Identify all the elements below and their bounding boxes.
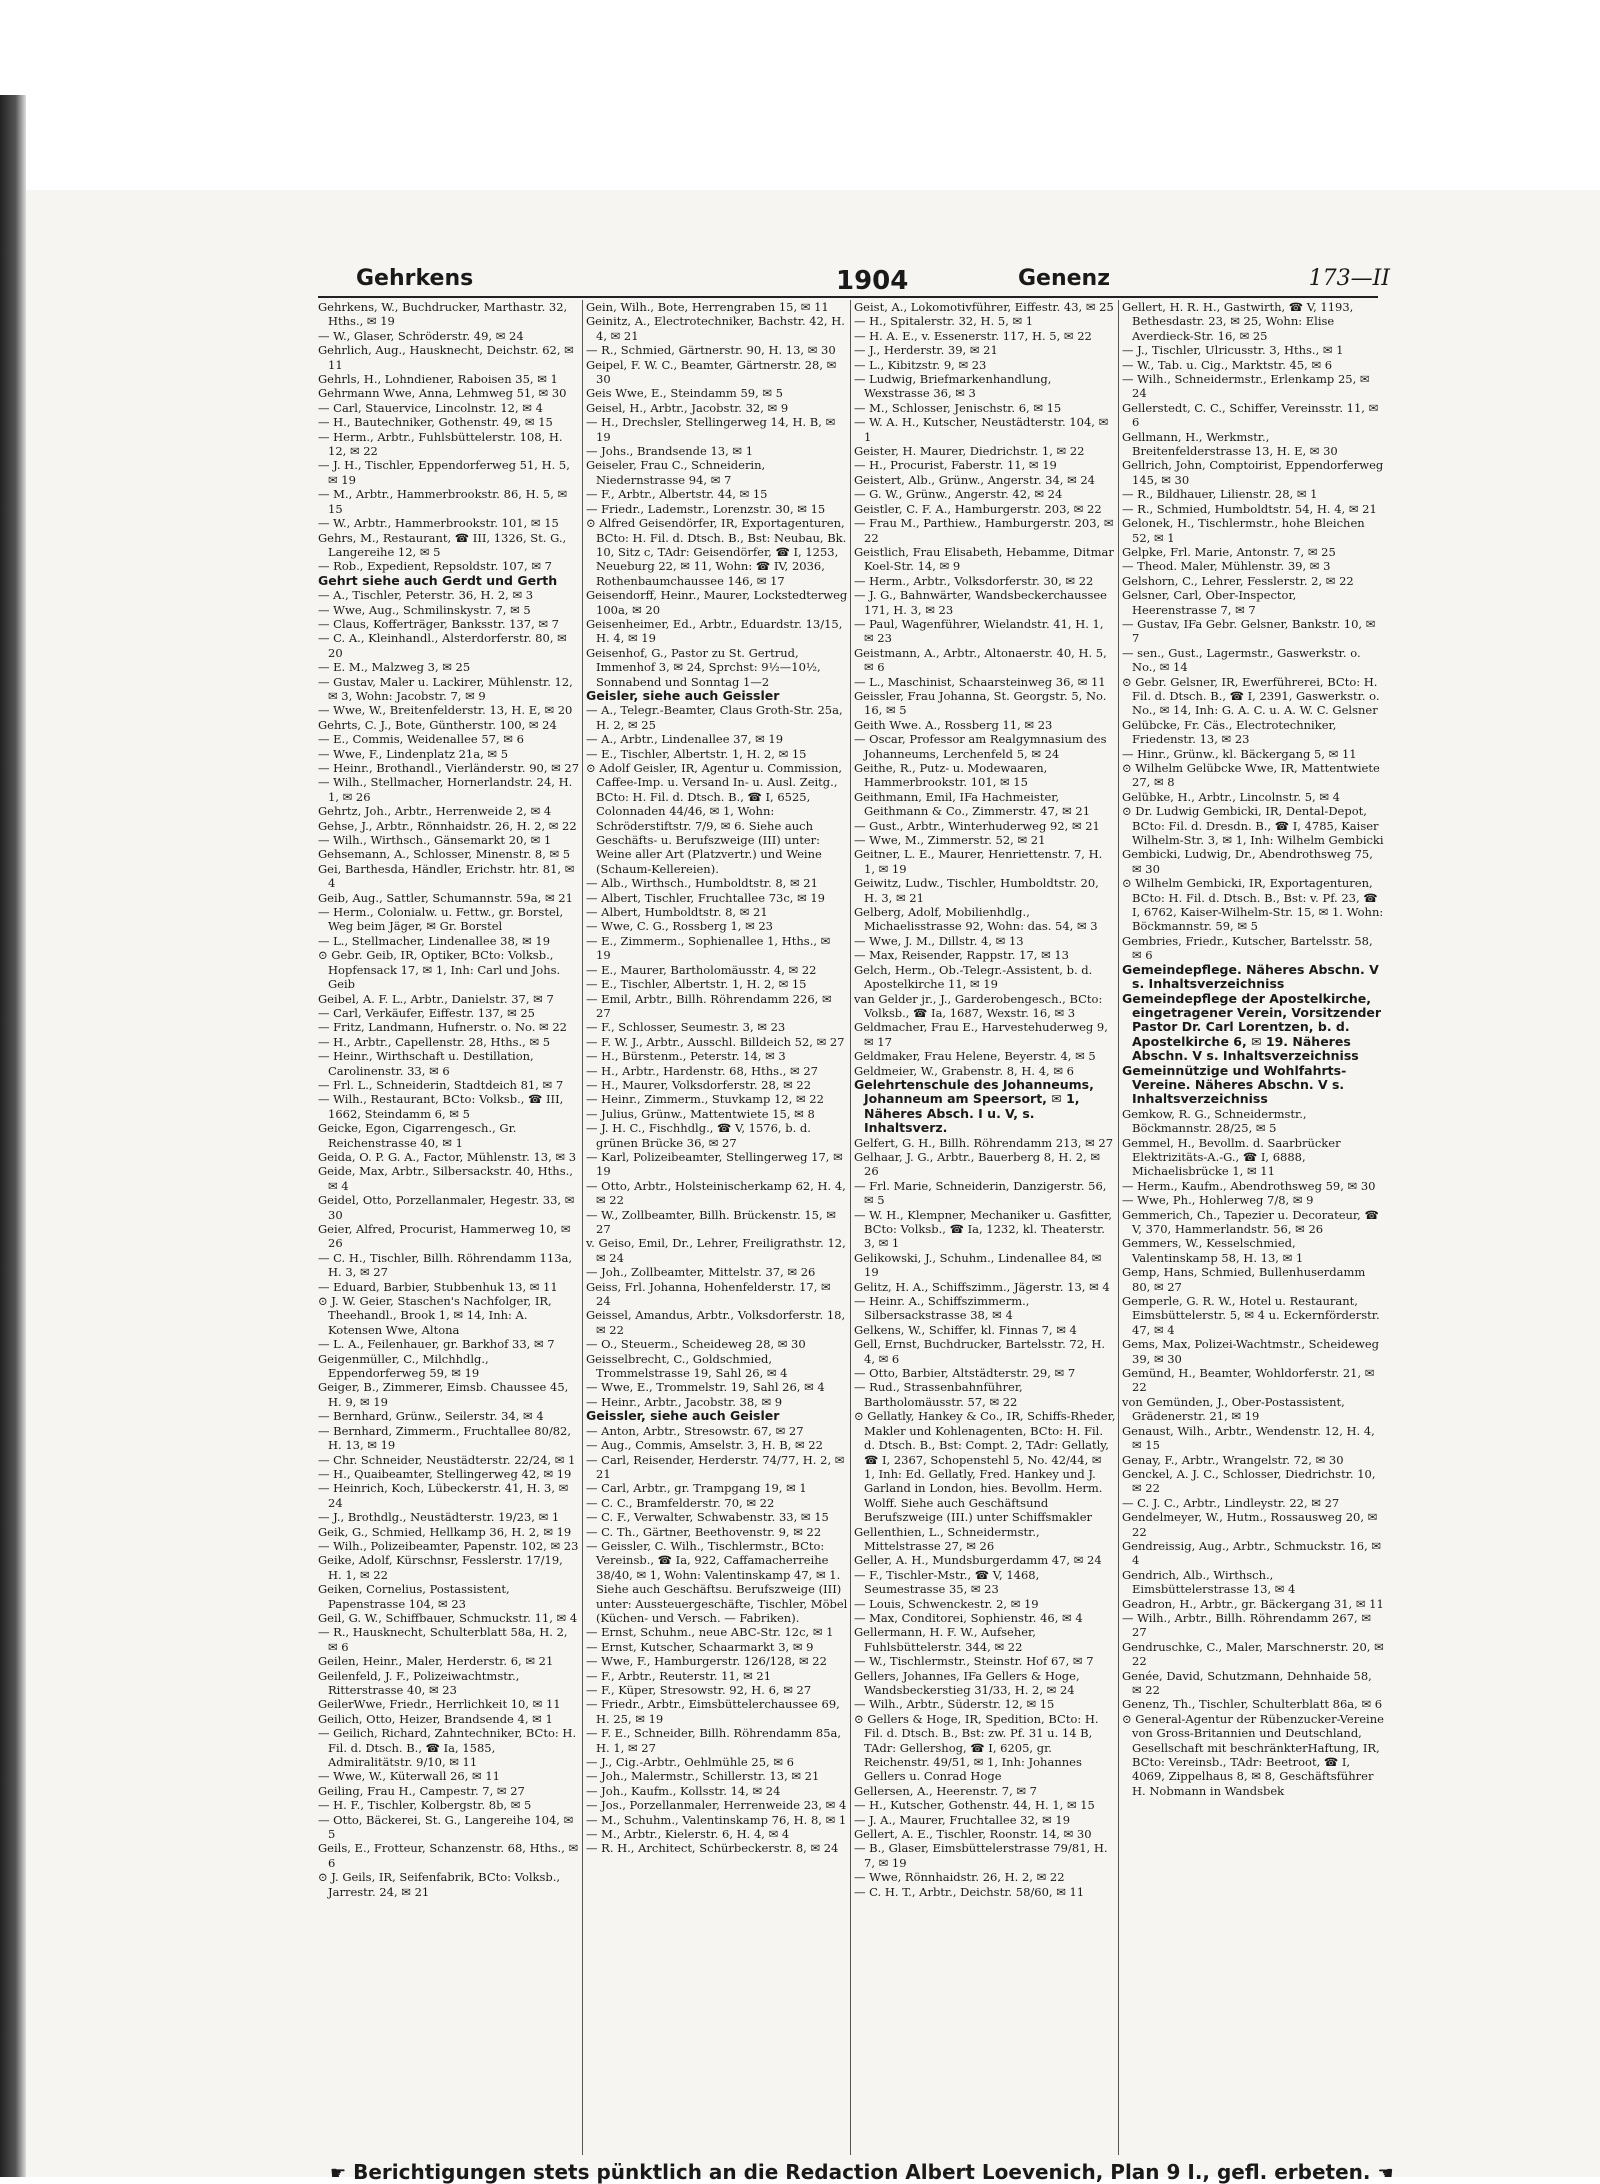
directory-entry: v. Geiso, Emil, Dr., Lehrer, Freiligrathstr. 12, ✉ 24 xyxy=(586,1236,846,1265)
directory-entry: — R., Schmied, Humboldtstr. 54, H. 4, ✉ 21 xyxy=(1122,501,1377,516)
directory-entry: — Carl, Arbtr., gr. Trampgang 19, ✉ 1 xyxy=(586,1481,807,1496)
directory-entry: — W. A. H., Kutscher, Neustädterstr. 104, ✉ 1 xyxy=(854,415,1109,444)
directory-entry: — Gust., Arbtr., Winterhuderweg 92, ✉ 21 xyxy=(854,818,1100,833)
directory-entry: — H., Bürstenm., Peterstr. 14, ✉ 3 xyxy=(586,1049,786,1064)
directory-entry: Gelitz, H. A., Schiffszimm., Jägerstr. 13, ✉ 4 xyxy=(854,1279,1110,1294)
directory-entry: — Anton, Arbtr., Stresowstr. 67, ✉ 27 xyxy=(586,1423,804,1438)
directory-entry: Gellmann, H., Werkmstr., Breitenfelderstrasse 13, H. E, ✉ 30 xyxy=(1122,429,1338,459)
directory-entry: — Heinr., Arbtr., Jacobstr. 38, ✉ 9 xyxy=(586,1394,783,1409)
directory-entry: — Heinr., Zimmerm., Stuvkamp 12, ✉ 22 xyxy=(586,1092,824,1107)
directory-entry: — Chr. Schneider, Neustädterstr. 22/24, ✉ 1 xyxy=(318,1452,576,1467)
directory-entry: Geistmann, A., Arbtr., Altonaerstr. 40, H. 5, ✉ 6 xyxy=(854,645,1107,675)
directory-entry: — J. H., Tischler, Eppendorferweg 51, H. 5, ✉ 19 xyxy=(318,458,570,487)
directory-entry: Geipel, F. W. C., Beamter, Gärtnerstr. 28, ✉ 30 xyxy=(586,357,837,387)
directory-entry: Gendreissig, Aug., Arbtr., Schmuckstr. 16, ✉ 4 xyxy=(1122,1538,1382,1568)
directory-entry: — Heinrich, Koch, Lübeckerstr. 41, H. 3, ✉ 24 xyxy=(318,1481,569,1510)
directory-entry: — Fritz, Landmann, Hufnerstr. o. No. ✉ 22 xyxy=(318,1020,567,1035)
directory-entry: Geilich, Otto, Heizer, Brandsende 4, ✉ 1 xyxy=(318,1711,553,1726)
directory-entry: — A., Telegr.-Beamter, Claus Groth-Str. 25a, H. 2, ✉ 25 xyxy=(586,703,843,732)
directory-entry: — Otto, Barbier, Altstädterstr. 29, ✉ 7 xyxy=(854,1366,1076,1381)
directory-entry: — C. Th., Gärtner, Beethovenstr. 9, ✉ 22 xyxy=(586,1524,822,1539)
directory-entry: Geissler, siehe auch Geisler xyxy=(586,1408,780,1424)
directory-entry: — W., Tischlermstr., Steinstr. Hof 67, ✉ 7 xyxy=(854,1654,1094,1669)
directory-entry: — Wilh., Stellmacher, Hornerlandstr. 24, H. 1, ✉ 26 xyxy=(318,775,573,804)
directory-entry: Genée, David, Schutzmann, Dehnhaide 58, ✉ 22 xyxy=(1122,1668,1372,1697)
directory-entry: — H., Maurer, Volksdorferstr. 28, ✉ 22 xyxy=(586,1077,812,1092)
directory-entry: — Karl, Polizeibeamter, Stellingerweg 17, ✉ 19 xyxy=(586,1149,843,1179)
directory-entry: — Wwe, J. M., Dillstr. 4, ✉ 13 xyxy=(854,933,1024,948)
directory-entry: — Wwe, Aug., Schmilinskystr. 7, ✉ 5 xyxy=(318,602,531,617)
directory-entry: — H., Arbtr., Hardenstr. 68, Hths., ✉ 27 xyxy=(586,1063,818,1078)
directory-entry: — Heinr. A., Schiffszimmerm., Silbersackstrasse 38, ✉ 4 xyxy=(854,1294,1030,1323)
directory-entry: Geldmeier, W., Grabenstr. 8, H. 4, ✉ 6 xyxy=(854,1063,1074,1078)
directory-entry: Gehsemann, A., Schlosser, Minenstr. 8, ✉ 5 xyxy=(318,847,571,862)
directory-entry: — H. F., Tischler, Kolbergstr. 8b, ✉ 5 xyxy=(318,1798,532,1813)
book-binding-edge xyxy=(0,95,26,2177)
directory-entry: — J., Tischler, Ulricusstr. 3, Hths., ✉ 1 xyxy=(1122,343,1344,358)
directory-entry: Geistler, C. F. A., Hamburgerstr. 203, ✉ 22 xyxy=(854,501,1102,516)
directory-entry: Geiwitz, Ludw., Tischler, Humboldtstr. 20, H. 3, ✉ 21 xyxy=(854,876,1099,905)
directory-entry: Gei, Barthesda, Händler, Erichstr. htr. 81, ✉ 4 xyxy=(318,861,575,891)
directory-entry: — Alb., Wirthsch., Humboldtstr. 8, ✉ 21 xyxy=(586,876,818,891)
directory-column-4 xyxy=(1122,300,1384,2155)
directory-entry: Geils, E., Frotteur, Schanzenstr. 68, Hths., ✉ 6 xyxy=(318,1841,579,1870)
directory-entry: — Jos., Porzellanmaler, Herrenweide 23, ✉ 4 xyxy=(586,1798,847,1813)
directory-entry: Gelshorn, C., Lehrer, Fesslerstr. 2, ✉ 22 xyxy=(1122,573,1354,588)
directory-entry: Gemmers, W., Kesselschmied, Valentinskamp 58, H. 13, ✉ 1 xyxy=(1122,1236,1304,1265)
directory-entry: — H. A. E., v. Essenerstr. 117, H. 5, ✉ 22 xyxy=(854,328,1092,343)
directory-entry: Genckel, A. J. C., Schlosser, Diedrichstr. 10, ✉ 22 xyxy=(1122,1466,1376,1496)
page-footer xyxy=(330,2160,1394,2184)
directory-entry: — E., Maurer, Bartholomäusstr. 4, ✉ 22 xyxy=(586,962,817,977)
directory-entry: Gelberg, Adolf, Mobilienhdlg., Michaelisstrasse 92, Wohn: das. 54, ✉ 3 xyxy=(854,905,1098,934)
directory-entry: — J., Cig.-Arbtr., Oehlmühle 25, ✉ 6 xyxy=(586,1755,794,1770)
directory-entry: Gendrich, Alb., Wirthsch., Eimsbüttelerstrasse 13, ✉ 4 xyxy=(1122,1567,1296,1597)
directory-entry: Geistlich, Frau Elisabeth, Hebamme, Ditmar Koel-Str. 14, ✉ 9 xyxy=(854,544,1114,574)
directory-entry: Gemünd, H., Beamter, Wohldorferstr. 21, ✉ 22 xyxy=(1122,1366,1375,1395)
directory-entry: — Herm., Kaufm., Abendrothsweg 59, ✉ 30 xyxy=(1122,1178,1376,1193)
directory-entry: Geilenfeld, J. F., Polizeiwachtmstr., Ritterstrasse 40, ✉ 23 xyxy=(318,1668,520,1697)
directory-entry: — F., Schlosser, Seumestr. 3, ✉ 23 xyxy=(586,1020,786,1035)
directory-entry: — J. A., Maurer, Fruchtallee 32, ✉ 19 xyxy=(854,1812,1071,1827)
directory-entry: ⊙ Gellers & Hoge, IR, Spedition, BCto: H. Fil. d. Dtsch. B., Bst: zw. Pf. 31 u. 14 B, TAdr: Gellershog, ☎ I, 6205, gr. Reichenstr. 49/51, ✉ 1, Inh: Johannes Gellers u. Conrad Hoge xyxy=(854,1711,1099,1784)
directory-entry: — Frl. Marie, Schneiderin, Danzigerstr. 56, ✉ 5 xyxy=(854,1178,1107,1208)
directory-entry: — Carl, Verkäufer, Eiffestr. 137, ✉ 25 xyxy=(318,1005,535,1020)
directory-entry: Geida, O. P. G. A., Factor, Mühlenstr. 13, ✉ 3 xyxy=(318,1149,577,1164)
directory-entry: — E. M., Malzweg 3, ✉ 25 xyxy=(318,660,471,675)
directory-entry: Geiss, Frl. Johanna, Hohenfelderstr. 17, ✉ 24 xyxy=(586,1279,831,1309)
directory-entry: — Wilh., Arbtr., Billh. Röhrendamm 267, ✉ 27 xyxy=(1122,1610,1371,1640)
page-number: 173—II xyxy=(1308,266,1390,291)
directory-entry: Gellerstedt, C. C., Schiffer, Vereinsstr. 11, ✉ 6 xyxy=(1122,400,1379,430)
directory-entry: — H., Bautechniker, Gothenstr. 49, ✉ 15 xyxy=(318,415,553,430)
directory-entry: Geisler, siehe auch Geissler xyxy=(586,687,780,703)
directory-entry: Gembicki, Ludwig, Dr., Abendrothsweg 75, ✉ 30 xyxy=(1122,847,1373,876)
directory-entry: Gemkow, R. G., Schneidermstr., Böckmannstr. 28/25, ✉ 5 xyxy=(1122,1106,1307,1136)
directory-entry: — L. A., Feilenhauer, gr. Barkhof 33, ✉ 7 xyxy=(318,1337,555,1352)
directory-entry: Gehrt siehe auch Gerdt und Gerth xyxy=(318,572,558,588)
directory-entry: Geadron, H., Arbtr., gr. Bäckergang 31, ✉ 11 xyxy=(1122,1596,1384,1611)
directory-entry: Geilen, Heinr., Maler, Herderstr. 6, ✉ 21 xyxy=(318,1654,554,1669)
directory-entry: — Frau M., Parthiew., Hamburgerstr. 203, ✉ 22 xyxy=(854,516,1114,545)
directory-entry: ⊙ Gebr. Geib, IR, Optiker, BCto: Volksb., Hopfensack 17, ✉ 1, Inh: Carl und Johs. Geib xyxy=(318,948,561,992)
directory-entry: — H., Arbtr., Capellenstr. 28, Hths., ✉ 5 xyxy=(318,1034,551,1049)
directory-entry: — Geissler, C. Wilh., Tischlermstr., BCto: Vereinsb., ☎ Ia, 922, Caffamacherreihe 38/40, ✉ 1, Wohn: Valentinskamp 47, ✉ 1. Siehe auch Geschäftsu. Berufszweige (III) unter: Aussteuergeschäfte, Tischler, Möbel (Küchen- und Versch. — Fabriken). xyxy=(586,1538,848,1625)
directory-entry: Gellermann, H. F. W., Aufseher, Fuhlsbüttelerstr. 344, ✉ 22 xyxy=(854,1625,1036,1654)
directory-entry: — Max, Conditorei, Sophienstr. 46, ✉ 4 xyxy=(854,1610,1083,1625)
directory-entry: Geistert, Alb., Grünw., Angerstr. 34, ✉ 24 xyxy=(854,472,1095,487)
directory-entry: Geil, G. W., Schiffbauer, Schmuckstr. 11, ✉ 4 xyxy=(318,1610,578,1625)
directory-entry: — F., Küper, Stresowstr. 92, H. 6, ✉ 27 xyxy=(586,1683,812,1697)
directory-entry: — F. E., Schneider, Billh. Röhrendamm 85a, H. 1, ✉ 27 xyxy=(586,1726,842,1755)
directory-entry: Gemeindepflege der Apostelkirche, eingetragener Verein, Vorsitzender Pastor Dr. Carl Lorentzen, b. d. Apostelkirche 6, ✉ 19. Näheres Abschn. V s. Inhaltsverzeichniss xyxy=(1122,990,1382,1064)
directory-entry: Gemperle, G. R. W., Hotel u. Restaurant, Eimsbüttelerstr. 5, ✉ 4 u. Eckernförderstr. 47, ✉ 4 xyxy=(1122,1294,1380,1337)
directory-entry: — Wilh., Arbtr., Süderstr. 12, ✉ 15 xyxy=(854,1697,1055,1712)
directory-entry: Gendelmeyer, W., Hutm., Rossausweg 20, ✉ 22 xyxy=(1122,1510,1378,1539)
directory-entry: — Paul, Wagenführer, Wielandstr. 41, H. 1, ✉ 23 xyxy=(854,616,1104,646)
directory-entry: ⊙ Gebr. Gelsner, IR, Ewerführerei, BCto: H. Fil. d. Dtsch. B., ☎ I, 2391, Gaswerkstr. o. No., ✉ 14, Inh: G. A. C. u. A. W. C. Gelsner xyxy=(1122,674,1380,718)
directory-entry: — Albert, Humboldtstr. 8, ✉ 21 xyxy=(586,905,768,920)
directory-entry: — Rud., Strassenbahnführer, Bartholomäusstr. 57, ✉ 22 xyxy=(854,1380,1023,1409)
directory-entry: Geiger, B., Zimmerer, Eimsb. Chaussee 45, H. 9, ✉ 19 xyxy=(318,1380,569,1409)
directory-entry: Geisenheimer, Ed., Arbtr., Eduardstr. 13/15, H. 4, ✉ 19 xyxy=(586,616,843,646)
directory-entry: Gehrtz, Joh., Arbtr., Herrenweide 2, ✉ 4 xyxy=(318,804,552,819)
directory-entry: Gellrich, John, Comptoirist, Eppendorferweg 145, ✉ 30 xyxy=(1122,458,1384,487)
directory-entry: — Otto, Bäckerei, St. G., Langereihe 104, ✉ 5 xyxy=(318,1812,574,1842)
directory-entry: — F., Arbtr., Reuterstr. 11, ✉ 21 xyxy=(586,1668,772,1683)
directory-entry: — M., Schlosser, Jenischstr. 6, ✉ 15 xyxy=(854,400,1062,415)
directory-entry: Gehrls, H., Lohndiener, Raboisen 35, ✉ 1 xyxy=(318,372,558,387)
directory-entry: — J. H. C., Fischhdlg., ☎ V, 1576, b. d. grünen Brücke 36, ✉ 27 xyxy=(586,1121,811,1150)
directory-entry: — Heinr., Wirthschaft u. Destillation, Carolinenstr. 33, ✉ 6 xyxy=(318,1049,534,1078)
directory-entry: — Wilh., Wirthsch., Gänsemarkt 20, ✉ 1 xyxy=(318,833,552,848)
directory-column-1 xyxy=(318,300,580,2155)
directory-entry: — J., Brothdlg., Neustädterstr. 19/23, ✉ 1 xyxy=(318,1510,560,1525)
directory-entry: Gelübcke, Fr. Cäs., Electrotechniker, Friedenstr. 13, ✉ 23 xyxy=(1122,717,1337,747)
directory-entry: — Ernst, Schuhm., neue ABC-Str. 12c, ✉ 1 xyxy=(586,1625,834,1640)
directory-entry: — Claus, Kofferträger, Banksstr. 137, ✉ 7 xyxy=(318,616,559,631)
directory-entry: — Oscar, Professor am Realgymnasium des Johanneums, Lerchenfeld 5, ✉ 24 xyxy=(854,732,1107,761)
pointing-hand-right-icon: ☚ xyxy=(1377,2163,1394,2184)
directory-entry: — E., Zimmerm., Sophienallee 1, Hths., ✉ 19 xyxy=(586,933,831,963)
directory-entry: Gehrlich, Aug., Hausknecht, Deichstr. 62, ✉ 11 xyxy=(318,343,574,372)
header-first-entry: Gehrkens xyxy=(356,266,474,291)
directory-entry: Gelonek, H., Tischlermstr., hohe Bleichen 52, ✉ 1 xyxy=(1122,516,1365,545)
directory-entry: Genenz, Th., Tischler, Schulterblatt 86a, ✉ 6 xyxy=(1122,1697,1383,1712)
page-header xyxy=(318,266,1390,296)
directory-entry: — Herm., Colonialw. u. Fettw., gr. Borstel, Weg beim Jäger, ✉ Gr. Borstel xyxy=(318,905,564,934)
directory-entry: Gehrmann Wwe, Anna, Lehmweg 51, ✉ 30 xyxy=(318,386,567,401)
directory-entry: Geitner, L. E., Maurer, Henriettenstr. 7, H. 1, ✉ 19 xyxy=(854,847,1103,876)
directory-entry: — Carl, Stauervice, Lincolnstr. 12, ✉ 4 xyxy=(318,400,543,415)
directory-entry: — W., Glaser, Schröderstr. 49, ✉ 24 xyxy=(318,328,524,343)
directory-entry: — Ernst, Kutscher, Schaarmarkt 3, ✉ 9 xyxy=(586,1639,814,1654)
directory-entry: — sen., Gust., Lagermstr., Gaswerkstr. o. No., ✉ 14 xyxy=(1122,645,1361,675)
directory-entry: — Louis, Schwenckestr. 2, ✉ 19 xyxy=(854,1596,1039,1611)
directory-entry: Geldmacher, Frau E., Harvestehuderweg 9, ✉ 17 xyxy=(854,1020,1108,1049)
directory-entry: Gembries, Friedr., Kutscher, Bartelsstr. 58, ✉ 6 xyxy=(1122,933,1373,963)
directory-entry: Geidel, Otto, Porzellanmaler, Hegestr. 33, ✉ 30 xyxy=(318,1193,575,1222)
directory-entry: Gelikowski, J., Schuhm., Lindenallee 84, ✉ 19 xyxy=(854,1250,1102,1280)
directory-entry: van Gelder jr., J., Garderobengesch., BCto: Volksb., ☎ Ia, 1687, Wexstr. 16, ✉ 3 xyxy=(854,991,1103,1020)
directory-entry: ⊙ Wilhelm Gembicki, IR, Exportagenturen, BCto: H. Fil. d. Dtsch. B., Bst: v. Pf. 23, ☎ I, 6762, Kaiser-Wilhelm-Str. 15, ✉ 1. Wohn: Böckmannstr. 59, ✉ 5 xyxy=(1122,876,1384,934)
directory-entry: — Julius, Grünw., Mattentwiete 15, ✉ 8 xyxy=(586,1106,815,1121)
directory-entry: — F., Tischler-Mstr., ☎ V, 1468, Seumestrasse 35, ✉ 23 xyxy=(854,1567,1040,1597)
directory-entry: Geigenmüller, C., Milchhdlg., Eppendorferweg 59, ✉ 19 xyxy=(318,1351,489,1381)
directory-entry: — Heinr., Brothandl., Vierländerstr. 90, ✉ 27 xyxy=(318,761,580,775)
directory-entry: — Wwe, W., Küterwall 26, ✉ 11 xyxy=(318,1769,500,1784)
directory-entry: — B., Glaser, Eimsbüttelerstrasse 79/81, H. 7, ✉ 19 xyxy=(854,1841,1108,1870)
directory-entry: Gelübke, H., Arbtr., Lincolnstr. 5, ✉ 4 xyxy=(1122,789,1340,804)
directory-entry: — Aug., Commis, Amselstr. 3, H. B, ✉ 22 xyxy=(586,1438,823,1453)
directory-entry: Geisenhof, G., Pastor zu St. Gertrud, Immenhof 3, ✉ 24, Sprchst: 9½—10½, Sonnabend und Sonntag 1—2 xyxy=(586,645,821,689)
directory-entry: ⊙ Dr. Ludwig Gembicki, IR, Dental-Depot, BCto: Fil. d. Dresdn. B., ☎ I, 4785, Kaiser Wilhelm-Str. 3, ✉ 1, Inh: Wilhelm Gembicki xyxy=(1122,804,1384,848)
directory-entry: — E., Tischler, Albertstr. 1, H. 2, ✉ 15 xyxy=(586,746,807,761)
directory-entry: Gemeinnützige und Wohlfahrts-Vereine. Näheres Abschn. V s. Inhaltsverzeichniss xyxy=(1122,1062,1347,1107)
directory-entry: Geiling, Frau H., Campestr. 7, ✉ 27 xyxy=(318,1783,525,1798)
directory-entry: — Carl, Reisender, Herderstr. 74/77, H. 2, ✉ 21 xyxy=(586,1452,845,1481)
directory-entry: — C. F., Verwalter, Schwabenstr. 33, ✉ 15 xyxy=(586,1510,829,1525)
directory-entry: — M., Arbtr., Kielerstr. 6, H. 4, ✉ 4 xyxy=(586,1827,790,1842)
header-year: 1904 xyxy=(836,266,909,296)
directory-entry: Gelch, Herm., Ob.-Telegr.-Assistent, b. d. Apostelkirche 11, ✉ 19 xyxy=(854,962,1093,992)
directory-entry: Gellersen, A., Heerenstr. 7, ✉ 7 xyxy=(854,1783,1038,1798)
directory-entry: — Theod. Maler, Mühlenstr. 39, ✉ 3 xyxy=(1122,559,1331,574)
directory-entry: — Rob., Expedient, Repsoldstr. 107, ✉ 7 xyxy=(318,559,552,574)
directory-entry: Geissler, Frau Johanna, St. Georgstr. 5, No. 16, ✉ 5 xyxy=(854,688,1107,718)
directory-entry: — C. H., Tischler, Billh. Röhrendamm 113a, H. 3, ✉ 27 xyxy=(318,1250,573,1280)
directory-entry: Geldmaker, Frau Helene, Beyerstr. 4, ✉ 5 xyxy=(854,1049,1096,1064)
directory-entry: — Wilh., Polizeibeamter, Papenstr. 102, ✉ 23 xyxy=(318,1538,579,1553)
directory-entry: — Wilh., Schneidermstr., Erlenkamp 25, ✉ 24 xyxy=(1122,372,1370,401)
directory-entry: — Eduard, Barbier, Stubbenhuk 13, ✉ 11 xyxy=(318,1279,558,1294)
directory-entry: — Wwe, W., Breitenfelderstr. 13, H. E, ✉ 20 xyxy=(318,703,573,718)
directory-column-3 xyxy=(854,300,1116,2155)
directory-entry: Geller, A. H., Mundsburgerdamm 47, ✉ 24 xyxy=(854,1553,1102,1568)
directory-entry: — R. H., Architect, Schürbeckerstr. 8, ✉ 24 xyxy=(586,1841,839,1856)
directory-entry: Geithe, R., Putz- u. Modewaaren, Hammerbrookstr. 101, ✉ 15 xyxy=(854,761,1048,790)
directory-entry: — Wwe, Rönnhaidstr. 26, H. 2, ✉ 22 xyxy=(854,1870,1065,1885)
directory-entry: Geib, Aug., Sattler, Schumannstr. 59a, ✉ 21 xyxy=(318,890,573,905)
directory-entry: Geith Wwe. A., Rossberg 11, ✉ 23 xyxy=(854,717,1053,732)
directory-entry: — W., Zollbeamter, Billh. Brückenstr. 15, ✉ 27 xyxy=(586,1207,836,1236)
directory-entry: — C. H. T., Arbtr., Deichstr. 58/60, ✉ 11 xyxy=(854,1884,1085,1899)
directory-entry: — Wwe, Ph., Hohlerweg 7/8, ✉ 9 xyxy=(1122,1193,1314,1208)
directory-entry: — Wwe, F., Lindenplatz 21a, ✉ 5 xyxy=(318,746,509,761)
directory-entry: ⊙ J. Geils, IR, Seifenfabrik, BCto: Volksb., Jarrestr. 24, ✉ 21 xyxy=(318,1870,561,1899)
directory-entry: Gehrs, M., Restaurant, ☎ III, 1326, St. G., Langereihe 12, ✉ 5 xyxy=(318,530,567,559)
directory-entry: Gemp, Hans, Schmied, Bullenhuserdamm 80, ✉ 27 xyxy=(1122,1265,1366,1294)
directory-entry: — H., Drechsler, Stellingerweg 14, H. B, ✉ 19 xyxy=(586,415,836,444)
directory-entry: Gelkens, W., Schiffer, kl. Finnas 7, ✉ 4 xyxy=(854,1322,1077,1337)
directory-entry: Geike, Adolf, Kürschnsr, Fesslerstr. 17/19, H. 1, ✉ 22 xyxy=(318,1553,563,1582)
directory-entry: — L., Kibitzstr. 9, ✉ 23 xyxy=(854,357,987,372)
directory-entry: — R., Hausknecht, Schulterblatt 58a, H. 2, ✉ 6 xyxy=(318,1625,568,1654)
directory-entry: — Friedr., Lademstr., Lorenzstr. 30, ✉ 15 xyxy=(586,501,826,516)
directory-entry: Gehrkens, W., Buchdrucker, Marthastr. 32, Hths., ✉ 19 xyxy=(318,300,568,329)
directory-entry: — Albert, Tischler, Fruchtallee 73c, ✉ 19 xyxy=(586,890,826,905)
directory-entry: Geist, A., Lokomotivführer, Eiffestr. 43, ✉ 25 xyxy=(854,300,1114,314)
directory-entry: — O., Steuerm., Scheideweg 28, ✉ 30 xyxy=(586,1337,806,1352)
directory-entry: — E., Commis, Weidenallee 57, ✉ 6 xyxy=(318,732,524,747)
directory-columns xyxy=(318,300,1384,2155)
directory-entry: — Friedr., Arbtr., Eimsbüttelerchaussee 69, H. 25, ✉ 19 xyxy=(586,1697,840,1726)
directory-entry: — J. G., Bahnwärter, Wandsbeckerchaussee 171, H. 3, ✉ 23 xyxy=(854,588,1107,617)
directory-entry: ⊙ J. W. Geier, Staschen's Nachfolger, IR, Theehandl., Brook 1, ✉ 14, Inh: A. Kotensen Wwe, Altona xyxy=(318,1294,552,1337)
directory-entry: Gemeindepflege. Näheres Abschn. V s. Inhaltsverzeichniss xyxy=(1122,961,1379,992)
directory-entry: ⊙ Adolf Geisler, IR, Agentur u. Commission, Caffee-Imp. u. Versand In- u. Ausl. Zeitg., BCto: H. Fil. d. Dtsch. B., ☎ I, 6525, Colonnaden 44/46, ✉ 1, Wohn: Schröderstiftstr. 7/9, ✉ 6. Siehe auch Geschäfts- u. Berufszweige (III) unter: Weine aller Art (Platzvertr.) und Weine (Schaum-Kellereien). xyxy=(586,761,843,876)
directory-entry: — H., Quaibeamter, Stellingerweg 42, ✉ 19 xyxy=(318,1466,572,1481)
directory-entry: — Wilh., Restaurant, BCto: Volksb., ☎ III, 1662, Steindamm 6, ✉ 5 xyxy=(318,1092,564,1121)
directory-entry: — Wwe, E., Trommelstr. 19, Sahl 26, ✉ 4 xyxy=(586,1380,825,1395)
footer-notice: Berichtigungen stets pünktlich an die Redaction Albert Loevenich, Plan 9 I., gefl. erbeten. xyxy=(353,2160,1371,2184)
directory-entry: GeilerWwe, Friedr., Herrlichkeit 10, ✉ 11 xyxy=(318,1697,561,1712)
directory-entry: — R., Bildhauer, Lilienstr. 28, ✉ 1 xyxy=(1122,487,1318,502)
directory-entry: Geithmann, Emil, IFa Hachmeister, Geithmann & Co., Zimmerstr. 47, ✉ 21 xyxy=(854,789,1091,819)
directory-entry: Genaust, Wilh., Arbtr., Wendenstr. 12, H. 4, ✉ 15 xyxy=(1122,1423,1375,1453)
directory-entry: Gelhaar, J. G., Arbtr., Bauerberg 8, H. 2, ✉ 26 xyxy=(854,1149,1101,1179)
directory-entry: Gellert, H. R. H., Gastwirth, ☎ V, 1193, Bethesdastr. 23, ✉ 25, Wohn: Elise Averdieck-Str. 16, ✉ 25 xyxy=(1122,300,1354,343)
directory-entry: — W. H., Klempner, Mechaniker u. Gasfitter, BCto: Volksb., ☎ Ia, 1232, kl. Theaterstr. 3, ✉ 1 xyxy=(854,1207,1112,1251)
directory-entry: Geide, Max, Arbtr., Silbersackstr. 40, Hths., ✉ 4 xyxy=(318,1164,573,1193)
directory-entry: — Hinr., Grünw., kl. Bäckergang 5, ✉ 11 xyxy=(1122,746,1357,761)
pointing-hand-left-icon: ☛ xyxy=(330,2163,347,2184)
directory-entry: — F. W. J., Arbtr., Ausschl. Billdeich 52, ✉ 27 xyxy=(586,1034,845,1049)
directory-entry: ⊙ General-Agentur der Rübenzucker-Vereine von Gross-Britannien und Deutschland, Gesellschaft mit beschränkterHaftung, IR, BCto: Vereinsb., TAdr: Beetroot, ☎ I, 4069, Zippelhaus 8, ✉ 8, Geschäftsführer H. Nobmann in Wandsbek xyxy=(1122,1711,1384,1798)
directory-entry: Gelehrtenschule des Johanneums, Johanneum am Speersort, ✉ 1, Näheres Absch. I u. V, s. Inhaltsverz. xyxy=(854,1076,1094,1136)
header-last-entry: Genenz xyxy=(1018,266,1111,291)
directory-entry: — Geilich, Richard, Zahntechniker, BCto: H. Fil. d. Dtsch. B., ☎ Ia, 1585, Admiralitätstr. 9/10, ✉ 11 xyxy=(318,1726,577,1770)
directory-entry: — Wwe, F., Hamburgerstr. 126/128, ✉ 22 xyxy=(586,1654,827,1669)
directory-entry: Gelsner, Carl, Ober-Inspector, Heerenstrasse 7, ✉ 7 xyxy=(1122,588,1297,617)
directory-entry: — Ludwig, Briefmarkenhandlung, Wexstrasse 36, ✉ 3 xyxy=(854,372,1052,401)
directory-entry: — C. A., Kleinhandl., Alsterdorferstr. 80, ✉ 20 xyxy=(318,631,567,660)
directory-entry: — Frl. L., Schneiderin, Stadtdeich 81, ✉ 7 xyxy=(318,1077,564,1092)
directory-entry: — H., Kutscher, Gothenstr. 44, H. 1, ✉ 15 xyxy=(854,1798,1095,1813)
directory-entry: — Joh., Zollbeamter, Mittelstr. 37, ✉ 26 xyxy=(586,1265,816,1280)
directory-entry: Gemmel, H., Bevollm. d. Saarbrücker Elektrizitäts-A.-G., ☎ I, 6888, Michaelisbrücke 1, ✉ 11 xyxy=(1122,1135,1341,1179)
directory-entry: — F., Arbtr., Albertstr. 44, ✉ 15 xyxy=(586,487,768,502)
directory-entry: Geisendorff, Heinr., Maurer, Lockstedterweg 100a, ✉ 20 xyxy=(586,588,848,617)
header-rule xyxy=(318,296,1378,298)
directory-entry: Genay, F., Arbtr., Wrangelstr. 72, ✉ 30 xyxy=(1122,1452,1344,1467)
directory-entry: ⊙ Gellatly, Hankey & Co., IR, Schiffs-Rheder, Makler und Kohlenagenten, BCto: H. Fil. d. Dtsch. B., Bst: Compt. 2, TAdr: Gellatly, ☎ I, 2367, Schopenstehl 5, No. 42/44, ✉ 1, Inh: Ed. Gellatly, Fred. Hankey und J. Garland in London, hies. Bevollm. Herm. Wolff. Siehe auch Geschäftsund Berufszweige (III.) unter Schiffsmakler xyxy=(854,1409,1116,1525)
directory-entry: Gellers, Johannes, IFa Gellers & Hoge, Wandsbeckerstieg 31/33, H. 2, ✉ 24 xyxy=(854,1668,1080,1697)
directory-entry: — A., Tischler, Peterstr. 36, H. 2, ✉ 3 xyxy=(318,588,534,603)
directory-entry: Gems, Max, Polizei-Wachtmstr., Scheideweg 39, ✉ 30 xyxy=(1122,1337,1380,1366)
directory-entry: Gemmerich, Ch., Tapezier u. Decorateur, ☎ V, 370, Hammerlandstr. 56, ✉ 26 xyxy=(1122,1207,1379,1236)
directory-entry: Geisel, H., Arbtr., Jacobstr. 32, ✉ 9 xyxy=(586,400,789,415)
directory-entry: — Herm., Arbtr., Fuhlsbüttelerstr. 108, H. 12, ✉ 22 xyxy=(318,429,563,459)
directory-entry: — Joh., Kaufm., Kollsstr. 14, ✉ 24 xyxy=(586,1783,781,1798)
directory-entry: Geier, Alfred, Procurist, Hammerweg 10, ✉ 26 xyxy=(318,1222,571,1251)
directory-entry: — Gustav, IFa Gebr. Gelsner, Bankstr. 10, ✉ 7 xyxy=(1122,616,1376,646)
directory-entry: Geister, H. Maurer, Diedrichstr. 1, ✉ 22 xyxy=(854,444,1085,459)
directory-entry: Gelfert, G. H., Billh. Röhrendamm 213, ✉ 27 xyxy=(854,1135,1114,1150)
directory-entry: — Wwe, M., Zimmerstr. 52, ✉ 21 xyxy=(854,833,1046,848)
directory-entry: — M., Arbtr., Hammerbrookstr. 86, H. 5, ✉ 15 xyxy=(318,487,568,516)
directory-entry: Gehse, J., Arbtr., Rönnhaidstr. 26, H. 2, ✉ 22 xyxy=(318,818,577,833)
directory-entry: Gein, Wilh., Bote, Herrengraben 15, ✉ 11 xyxy=(586,300,829,314)
directory-entry: — L., Maschinist, Schaarsteinweg 36, ✉ 11 xyxy=(854,674,1106,689)
directory-entry: — Max, Reisender, Rappstr. 17, ✉ 13 xyxy=(854,948,1069,963)
directory-entry: Gell, Ernst, Buchdrucker, Bartelsstr. 72, H. 4, ✉ 6 xyxy=(854,1337,1106,1366)
directory-entry: — A., Arbtr., Lindenallee 37, ✉ 19 xyxy=(586,732,784,747)
directory-entry: — H., Spitalerstr. 32, H. 5, ✉ 1 xyxy=(854,314,1034,329)
directory-entry: Gellert, A. E., Tischler, Roonstr. 14, ✉ 30 xyxy=(854,1827,1092,1842)
directory-entry: — J., Herderstr. 39, ✉ 21 xyxy=(854,343,998,358)
directory-entry: — Gustav, Maler u. Lackirer, Mühlenstr. 12, ✉ 3, Wohn: Jacobstr. 7, ✉ 9 xyxy=(318,674,573,703)
directory-entry: — C. C., Bramfelderstr. 70, ✉ 22 xyxy=(586,1495,775,1510)
directory-entry: — W., Tab. u. Cig., Marktstr. 45, ✉ 6 xyxy=(1122,357,1333,372)
directory-entry: — Bernhard, Grünw., Seilerstr. 34, ✉ 4 xyxy=(318,1409,544,1424)
directory-entry: Geinitz, A., Electrotechniker, Bachstr. 42, H. 4, ✉ 21 xyxy=(586,314,845,343)
directory-entry: Gelpke, Frl. Marie, Antonstr. 7, ✉ 25 xyxy=(1122,544,1336,559)
directory-entry: — H., Procurist, Faberstr. 11, ✉ 19 xyxy=(854,458,1057,473)
directory-entry: — Johs., Brandsende 13, ✉ 1 xyxy=(586,444,754,459)
directory-entry: Gellenthien, L., Schneidermstr., Mittelstrasse 27, ✉ 26 xyxy=(854,1524,1040,1553)
directory-entry: von Gemünden, J., Ober-Postassistent, Grädenerstr. 21, ✉ 19 xyxy=(1122,1394,1345,1424)
directory-entry: — Joh., Malermstr., Schillerstr. 13, ✉ 21 xyxy=(586,1769,820,1784)
directory-entry: Geiken, Cornelius, Postassistent, Papenstrasse 104, ✉ 23 xyxy=(318,1582,510,1611)
directory-entry: — Otto, Arbtr., Holsteinischerkamp 62, H. 4, ✉ 22 xyxy=(586,1178,846,1208)
directory-entry: Geibel, A. F. L., Arbtr., Danielstr. 37, ✉ 7 xyxy=(318,991,554,1006)
directory-entry: ⊙ Alfred Geisendörfer, IR, Exportagenturen, BCto: H. Fil. d. Dtsch. B., Bst: Neubau, Bk. 10, Sitz c, TAdr: Geisendörfer, ☎ I, 1253, Neueburg 22, ✉ 11, Wohn: ☎ IV, 2036, Rothenbaumchaussee 146, ✉ 17 xyxy=(586,516,847,588)
directory-entry: — Emil, Arbtr., Billh. Röhrendamm 226, ✉ 27 xyxy=(586,991,832,1020)
directory-entry: Geicke, Egon, Cigarrengesch., Gr. Reichenstrasse 40, ✉ 1 xyxy=(318,1121,517,1150)
directory-entry: — L., Stellmacher, Lindenallee 38, ✉ 19 xyxy=(318,933,551,948)
directory-entry: — G. W., Grünw., Angerstr. 42, ✉ 24 xyxy=(854,487,1063,502)
directory-entry: Geissel, Amandus, Arbtr., Volksdorferstr. 18, ✉ 22 xyxy=(586,1308,846,1337)
directory-entry: Geisselbrecht, C., Goldschmied, Trommelstrasse 19, Sahl 26, ✉ 4 xyxy=(586,1351,788,1381)
directory-entry: — M., Schuhm., Valentinskamp 76, H. 8, ✉ 1 xyxy=(586,1812,847,1827)
directory-entry: — Wwe, C. G., Rossberg 1, ✉ 23 xyxy=(586,919,773,934)
directory-entry: Gendruschke, C., Maler, Marschnerstr. 20, ✉ 22 xyxy=(1122,1639,1384,1669)
directory-entry: Gehrts, C. J., Bote, Güntherstr. 100, ✉ 24 xyxy=(318,717,557,732)
directory-entry: — Bernhard, Zimmerm., Fruchtallee 80/82, H. 13, ✉ 19 xyxy=(318,1423,572,1453)
directory-entry: — E., Tischler, Albertstr. 1, H. 2, ✉ 15 xyxy=(586,977,807,992)
directory-entry: Geis Wwe, E., Steindamm 59, ✉ 5 xyxy=(586,386,783,401)
directory-entry: — R., Schmied, Gärtnerstr. 90, H. 13, ✉ 30 xyxy=(586,343,836,358)
directory-column-2 xyxy=(586,300,848,2155)
directory-entry: Geiseler, Frau C., Schneiderin, Niedernstrasse 94, ✉ 7 xyxy=(586,458,766,487)
directory-entry: — W., Arbtr., Hammerbrookstr. 101, ✉ 15 xyxy=(318,516,559,531)
directory-entry: ⊙ Wilhelm Gelübcke Wwe, IR, Mattentwiete 27, ✉ 8 xyxy=(1122,761,1380,790)
directory-entry: — C. J. C., Arbtr., Lindleystr. 22, ✉ 27 xyxy=(1122,1495,1340,1510)
directory-entry: Geik, G., Schmied, Hellkamp 36, H. 2, ✉ 19 xyxy=(318,1524,572,1539)
directory-entry: — Herm., Arbtr., Volksdorferstr. 30, ✉ 22 xyxy=(854,573,1094,588)
